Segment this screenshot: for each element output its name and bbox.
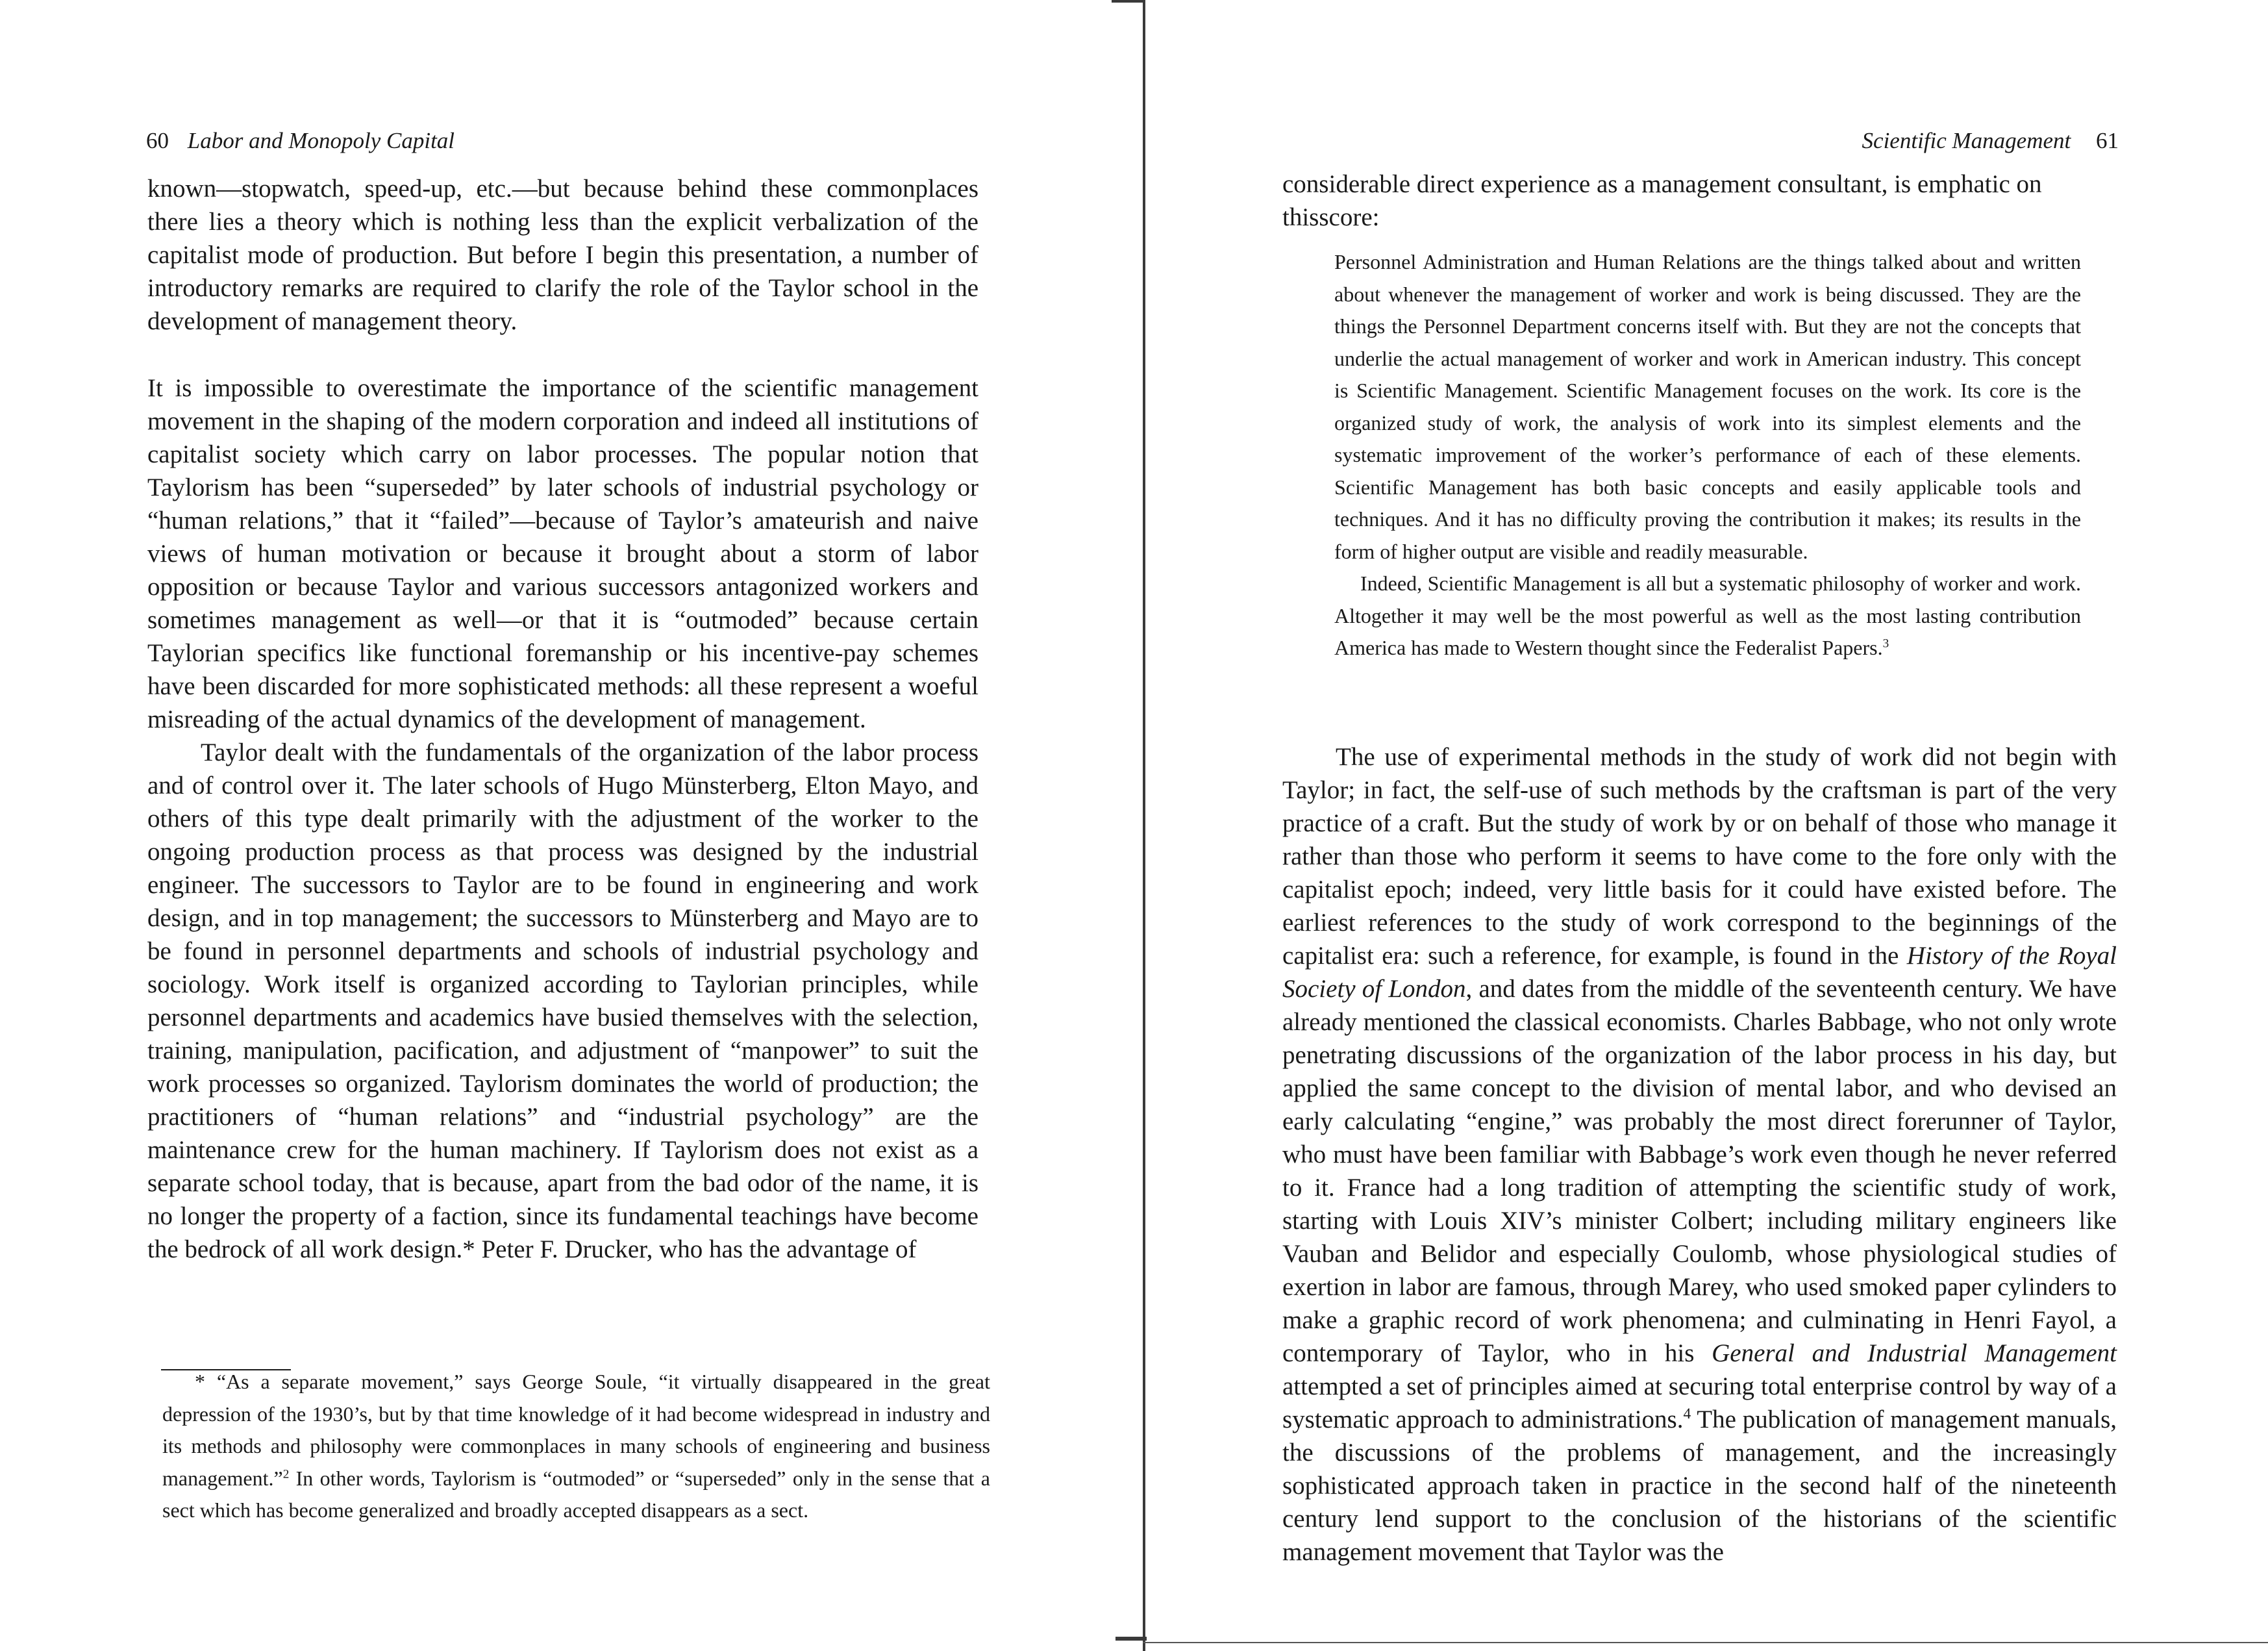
right-intro-text bbox=[1282, 168, 2117, 234]
left-body-text bbox=[147, 172, 978, 1266]
right-body-part-1: The use of experimental methods in the study of work did not begin with Taylor; in fact, the self-use of such methods by the craftsman is part of the very practice of a craft. But the study of work by or on behalf of those who manage it rather than those who perform it seems to have come to the fore only with the capitalist epoch; indeed, very little basis for it could have existed before. The earliest references to the study of work correspond to the beginnings of the capitalist era: such a reference, for example, is found in the bbox=[1282, 743, 2117, 970]
footnote-text: * “As a separate movement,” says George Soule, “it virtually disappeared in the great depression of the 1930’s, but by that time knowledge of it had become widespread in industry and its methods and philosophy were commonplaces in many schools of engineering and business management.” bbox=[162, 1370, 990, 1490]
right-intro-line-2: thisscore: bbox=[1282, 203, 1380, 231]
footnote-ref-2: 2 bbox=[282, 1467, 290, 1481]
right-running-title: Scientific Management bbox=[1862, 128, 2071, 153]
fayol-book-title: General and Industrial Management bbox=[1712, 1339, 2117, 1367]
footnote-text-after: In other words, Taylorism is “outmoded” or “superseded” only in the sense that a sect which has become generalized and broadly accepted disappears as a sect. bbox=[162, 1466, 990, 1522]
right-body-part-3: attempted a set of principles aimed at securing total enterprise control by way of a systematic approach to administrations. bbox=[1282, 1372, 2117, 1433]
right-running-head bbox=[1862, 127, 2119, 155]
left-paragraph-3: Taylor dealt with the fundamentals of the organization of the labor process and of control over it. The later schools of Hugo Münsterberg, Elton Mayo, and others of this type dealt primarily with the adjustment of the worker to the ongoing production process as that process was designed by the industrial engineer. The successors to Taylor are to be found in engineering and work design, and in top management; the successors to Münsterberg and Mayo are to be found in personnel departments and schools of industrial psychology and sociology. Work itself is organized according to Taylorian principles, while personnel departments and academics have busied themselves with the selection, training, manipulation, pacification, and adjustment of “manpower” to suit the work processes so organized. Taylorism dominates the world of production; the practitioners of “human relations” and “industrial psychology” are the maintenance crew for the human machinery. If Taylorism does not exist as a separate school today, that is because, apart from the bad odor of the name, it is no longer the property of a faction, since its fundamental teachings have become the bedrock of all work design.* Peter F. Drucker, who has the advantage of bbox=[147, 738, 978, 1263]
body-ref-4: 4 bbox=[1683, 1405, 1691, 1422]
right-intro-line-1: considerable direct experience as a management consultant, is emphatic on bbox=[1282, 170, 2042, 198]
left-paragraph-2: It is impossible to overestimate the importance of the scientific management movement in the shaping of the modern corporation and indeed all institutions of capitalist society which carry on labor processes. The popular notion that Taylorism has been “superseded” by later schools of industrial psychology or “human relations,” that it “failed”—because of Taylor’s amateurish and naive views of human motivation or because it brought about a storm of labor opposition or because Taylor and various successors antagonized workers and sometimes management as well—or that it is “outmoded” because certain Taylorian specifics like functional foremanship or his incentive-pay schemes have been discarded for more sophisticated methods: all these represent a woeful misreading of the actual dynamics of the development of management. bbox=[147, 374, 978, 733]
history-royal-society-title: History of the Royal Society of London bbox=[1282, 942, 2117, 1003]
right-body-part-2: , and dates from the middle of the seventeenth century. We have already mentioned the classical economists. Charles Babbage, who not only wrote penetrating discussions of the organization of the labor process in his day, but applied the same concept to the division of mental labor, and who devised an early calculating “engine,” was probably the most direct forerunner of Taylor, who must have been familiar with Babbage’s work even though he never referred to it. France had a long tradition of attempting the scientific study of work, starting with Louis XIV’s minister Colbert; including military engineers like Vauban and Belidor and especially Coulomb, whose physiological studies of exertion in labor are famous, through Marey, who used smoked paper cylinders to make a graphic record of work phenomena; and culminating in Henri Fayol, a contemporary of Taylor, who in his bbox=[1282, 975, 2117, 1367]
right-body-part-4: The publication of management manuals, the discussions of the problems of management, and the increasingly sophisticated approach taken in practice in the second half of the nineteenth century lend support to the conclusion of the historians of the scientific management movement that Taylor was the bbox=[1282, 1405, 2117, 1566]
left-paragraph-1: known—stopwatch, speed-up, etc.—but because behind these commonplaces there lies a theory which is nothing less than the explicit verbalization of the capitalist mode of production. But before I begin this presentation, a number of introductory remarks are required to clarify the role of the Taylor school in the development of management theory. bbox=[147, 175, 978, 335]
quote-ref-3: 3 bbox=[1882, 636, 1889, 651]
left-page-number: 60 bbox=[146, 128, 169, 153]
left-running-head bbox=[146, 127, 455, 155]
left-running-title: Labor and Monopoly Capital bbox=[187, 128, 455, 153]
drucker-block-quote bbox=[1334, 246, 2081, 664]
right-page-number: 61 bbox=[2096, 128, 2119, 153]
footnote bbox=[162, 1366, 990, 1527]
right-body-text bbox=[1282, 740, 2117, 1569]
quote-paragraph-2: Indeed, Scientific Management is all but a systematic philosophy of worker and work. Altogether it may well be the most powerful as well as the most lasting contribution America has made to Western thought since the Federalist Papers. bbox=[1334, 572, 2081, 659]
quote-paragraph-1: Personnel Administration and Human Relations are the things talked about and written about whenever the management of worker and work is being discussed. They are the things the Personnel Department concerns itself with. But they are not the concepts that underlie the actual management of worker and work in American industry. This concept is Scientific Management. Scientific Management focuses on the work. Its core is the organized study of work, the analysis of work into its simplest elements and the systematic improvement of the worker’s performance of each of these elements. Scientific Management has both basic concepts and easily applicable tools and techniques. And it has no difficulty proving the contribution it makes; its results in the form of higher output are visible and readily measurable. bbox=[1334, 250, 2081, 563]
